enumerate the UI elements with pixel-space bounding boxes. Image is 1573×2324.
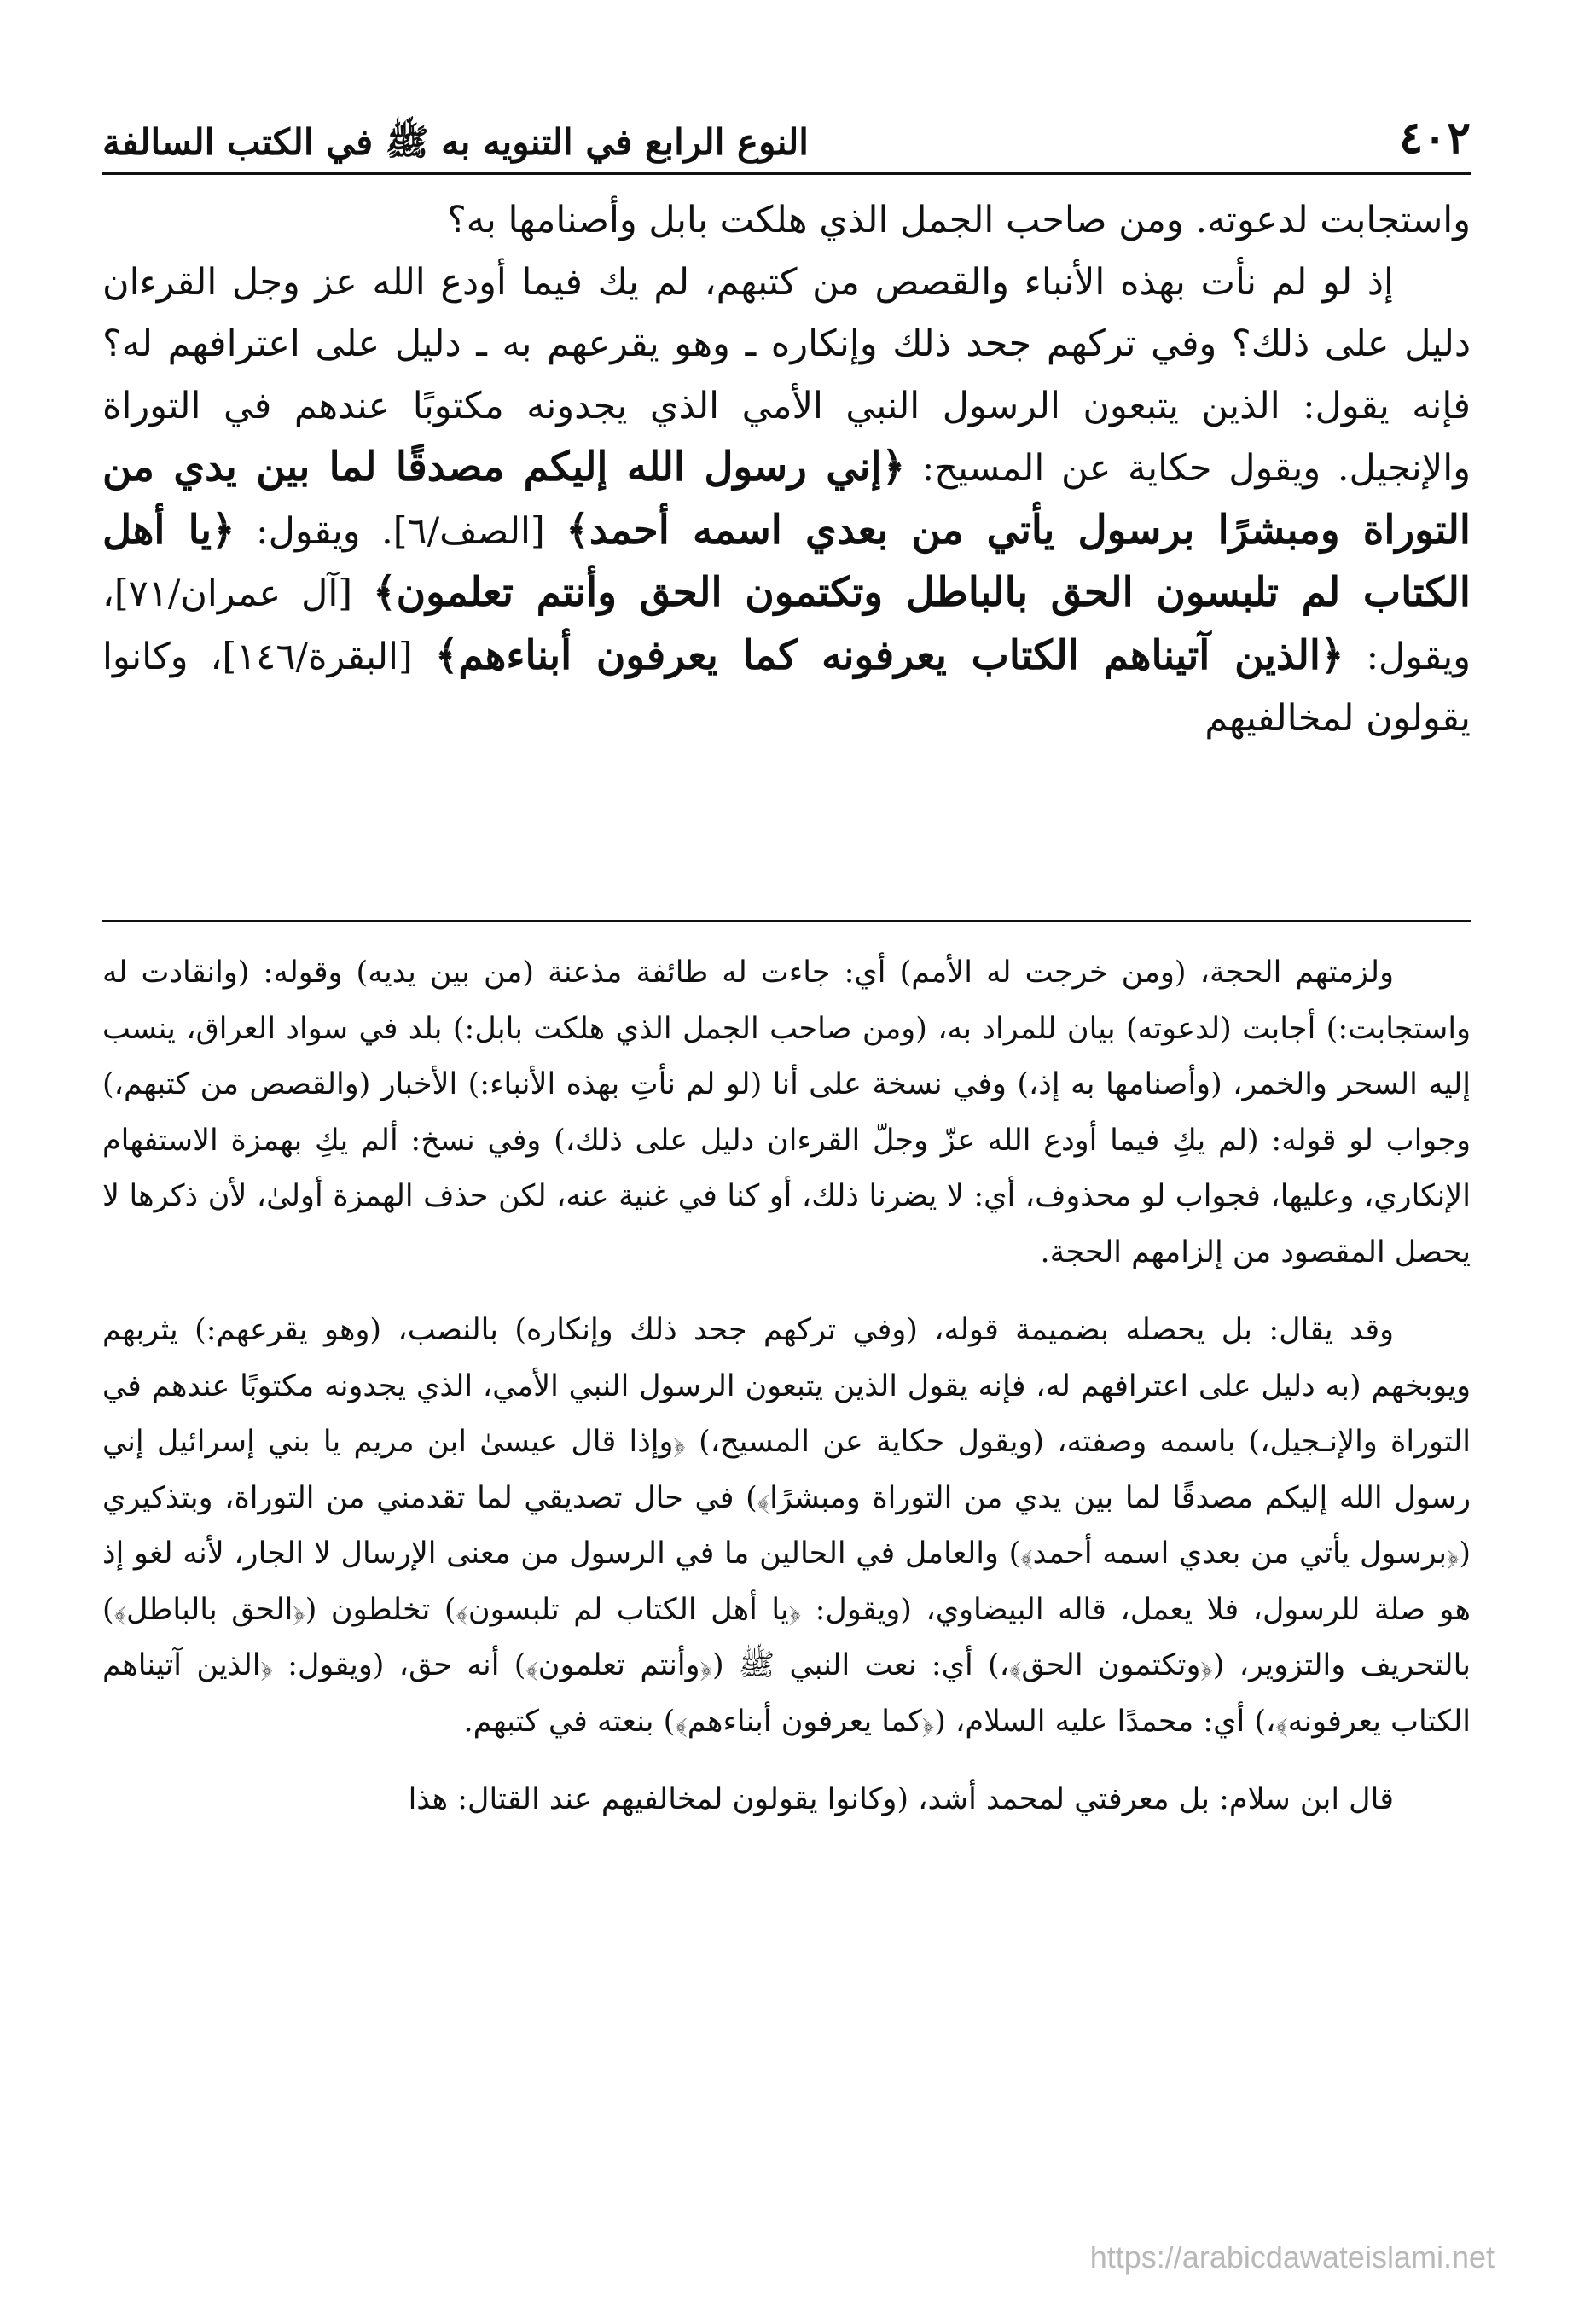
commentary-paragraph-3: قال ابن سلام: بل معرفتي لمحمد أشد، (وكانوا يقولون لمخالفيهم عند القتال: هذا (408, 1782, 1394, 1816)
main-text-run: [الصف/٦]. ويقول: (235, 509, 566, 553)
chapter-title: النوع الرابع في التنويه به ﷺ في الكتب السالفة (102, 121, 809, 163)
commentary-paragraph-1: ولزمتهم الحجة، (ومن خرجت له الأمم) أي: جاءت له طائفة مذعنة (من بين يديه) وقوله: (وانقادت له واستجابت:) أجابت (لدعوته) بيان للمراد به، (ومن صاحب الجمل الذي هلكت بابل:) بلد في سواد العراق، ينسب إليه السحر والخمر، (وأصنامها به إذ،) وفي نسخة على أنا (لو لم نأتِ بهذه الأنباء:) الأخبار (والقصص من كتبهم،) وجواب لو قوله: (لم يكِ فيما أودع الله عزّ وجلّ القرءان دليل على ذلك،) وفي نسخ: ألم يكِ بهمزة الاستفهام الإنكاري، وعليها، فجواب لو محذوف، أي: لا يضرنا ذلك، أو كنا في غنية عنه، لكن حذف الهمزة أولىٰ، لأن ذكرها لا يحصل المقصود من إلزامهم الحجة. (102, 956, 1471, 1269)
main-paragraph-2 (102, 252, 1471, 750)
main-text (102, 189, 1471, 750)
watermark-url: https://arabicdawateislami.net (1089, 2240, 1495, 2275)
commentary-paragraph-2: وقد يقال: بل يحصله بضميمة قوله، (وفي تركهم جحد ذلك وإنكاره) بالنصب، (وهو يقرعهم:) يثربهم ويوبخهم (به دليل على اعترافهم له، فإنه يقول الذين يتبعون الرسول النبي الأمي، الذي يجدونه مكتوبًا عندهم في التوراة والإنـجيل،) باسمه وصفته، (ويقول حكاية عن المسيح،) ﴿وإذا قال عيسىٰ ابن مريم يا بني إسرائيل إني رسول الله إليكم مصدقًا لما بين يدي من التوراة ومبشرًا﴾) في حال تصديقي لما تقدمني من التوراة، وبتذكيري (﴿برسول يأتي من بعدي اسمه أحمد﴾) والعامل في الحالين ما في الرسول من معنى الإرسال لا الجار، لأنه لغو إذ هو صلة للرسول، فلا يعمل، قاله البيضاوي، (ويقول: ﴿يا أهل الكتاب لم تلبسون﴾) تخلطون (﴿الحق بالباطل﴾) بالتحريف والتزوير، (﴿وتكتمون الحق﴾،) أي: نعت النبي ﷺ (﴿وأنتم تعلمون﴾) أنه حق، (ويقول: ﴿الذين آتيناهم الكتاب يعرفونه﴾،) أي: محمدًا عليه السلام، (﴿كما يعرفون أبناءهم﴾) بنعته في كتبهم. (102, 1313, 1471, 1739)
header-rule (102, 172, 1471, 175)
main-text-run: إذ لو لم نأت بهذه الأنباء والقصص من كتبهم، لم يك فيما أودع الله عز وجل القرءان دليل على ذلك؟ وفي تركهم جحد ذلك وإنكاره ـ وهو يقرعهم به ـ دليل على اعترافهم له؟ فإنه يقول: الذين يتبعون الرسول النبي الأمي الذي يجدونه مكتوبًا عندهم في التوراة والإنجيل. ويقول حكاية عن المسيح: (102, 260, 1471, 490)
running-header (102, 92, 1471, 164)
main-paragraph-1: واستجابت لدعوته. ومن صاحب الجمل الذي هلكت بابل وأصنامها به؟ (446, 199, 1471, 241)
commentary (102, 945, 1471, 1850)
commentary-divider (102, 920, 1471, 922)
quran-quote-baqara: ﴿الذين آتيناهم الكتاب يعرفونه كما يعرفون أبناءهم﴾ (434, 631, 1344, 679)
main-text-run: [البقرة/١٤٦]، وكانوا يقولون لمخالفيهم (102, 635, 1471, 740)
quran-quote-saff: ﴿إني رسول الله إليكم مصدقًا لما بين يدي من التوراة ومبشرًا برسول يأتي من بعدي اسمه أحمد﴾ (102, 444, 1471, 554)
quran-quote-al-imran: ﴿يا أهل الكتاب لم تلبسون الحق بالباطل وتكتمون الحق وأنتم تعلمون﴾ (102, 506, 1471, 616)
main-text-run: [آل عمران/٧١]، ويقول: (102, 572, 1471, 678)
page-number: ٤٠٢ (1399, 112, 1471, 164)
